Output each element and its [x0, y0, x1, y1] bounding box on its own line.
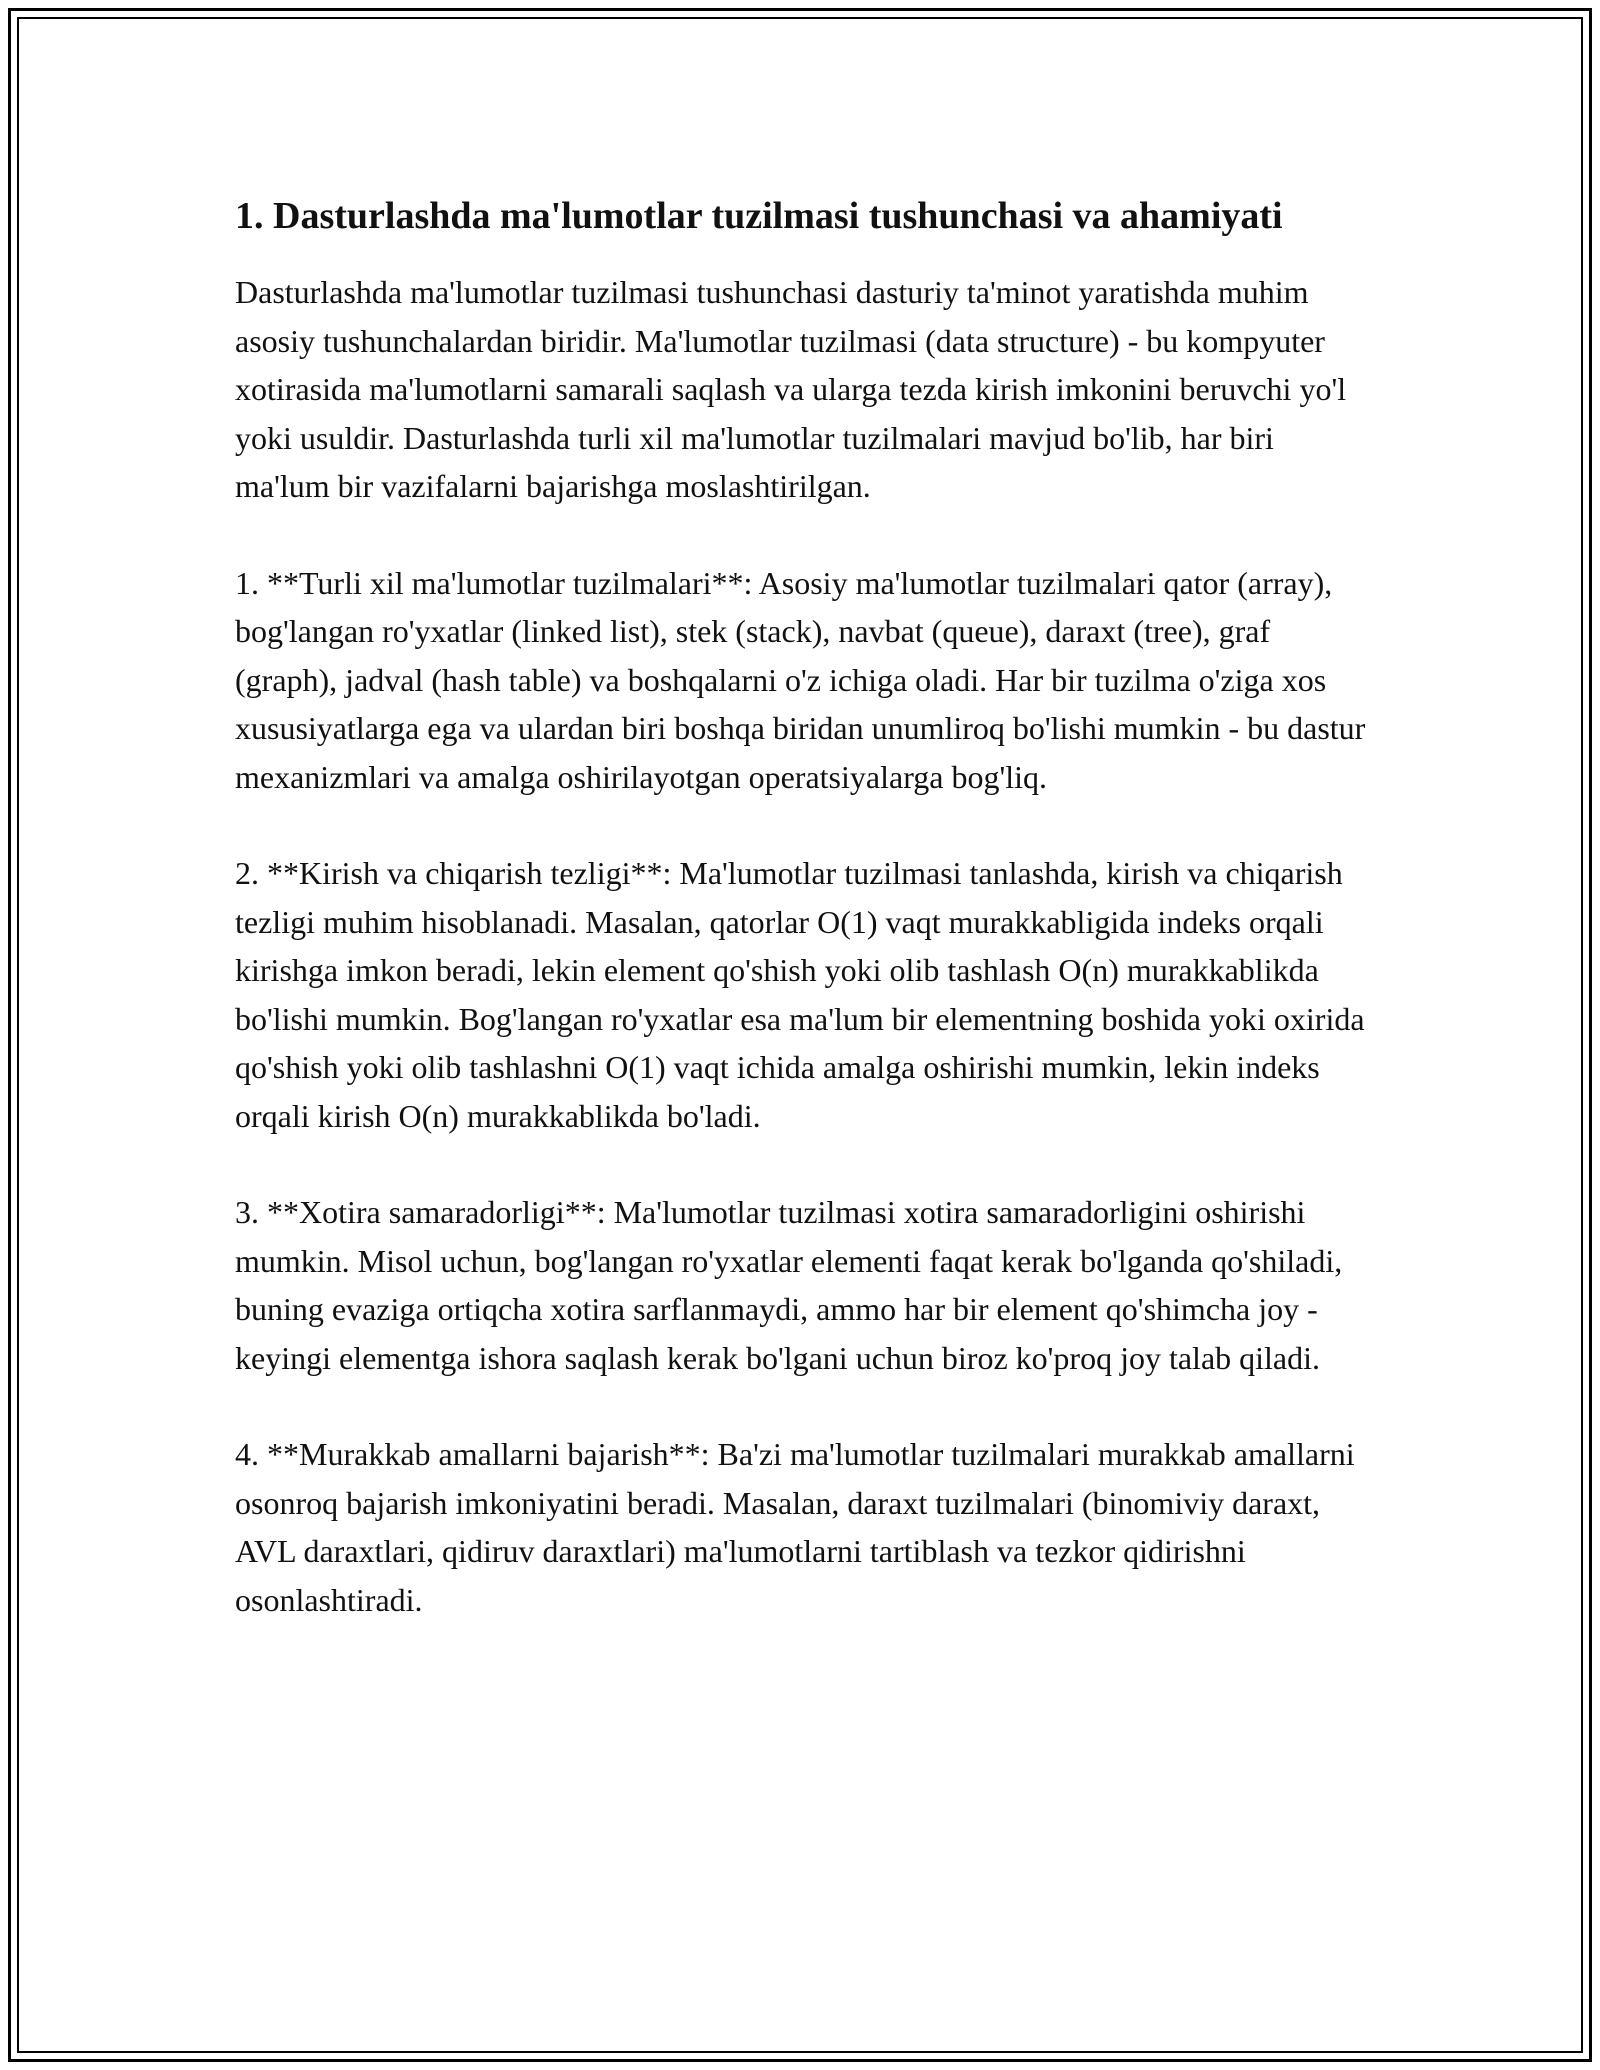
paragraph-memory-efficiency: 3. **Xotira samaradorligi**: Ma'lumotlar tuzilmasi xotira samaradorligini oshirishi mumkin. Misol uchun, bog'langan ro'yxatlar elementi faqat kerak bo'lganda qo'shiladi, buning evaziga ortiqcha xotira sarflanmaydi, ammo har bir element qo'shimcha joy - keyingi elementga ishora saqlash kerak bo'lgani uchun biroz ko'proq joy talab qiladi. — [235, 1194, 1343, 1376]
paragraph-data-structure-types: 1. **Turli xil ma'lumotlar tuzilmalari**: Asosiy ma'lumotlar tuzilmalari qator (array), bog'langan ro'yxatlar (linked list), stek (stack), navbat (queue), daraxt (tree), graf (graph), jadval (hash table) va boshqalarni o'z ichiga oladi. Har bir tuzilma o'ziga xos xususiyatlarga ega va ulardan biri boshqa biridan unumliroq bo'lishi mumkin - bu dastur mexanizmlari va amalga oshirilayotgan operatsiyalarga bog'liq. — [235, 564, 1366, 795]
paragraph-intro: Dasturlashda ma'lumotlar tuzilmasi tushunchasi dasturiy ta'minot yaratishda muhim asosiy tushunchalardan biridir. Ma'lumotlar tuzilmasi (data structure) - bu kompyuter xotirasida ma'lumotlarni samarali saqlash va ularga tezda kirish imkonini beruvchi yo'l yoki usuldir. Dasturlashda turli xil ma'lumotlar tuzilmalari mavjud bo'lib, har biri ma'lum bir vazifalarni bajarishga moslashtirilgan. — [235, 274, 1347, 504]
document-title: 1. Dasturlashda ma'lumotlar tuzilmasi tushunchasi va ahamiyati — [235, 195, 1283, 237]
paragraph-complex-operations: 4. **Murakkab amallarni bajarish**: Ba'zi ma'lumotlar tuzilmalari murakkab amallarni osonroq bajarish imkoniyatini beradi. Masalan, daraxt tuzilmalari (binomiviy daraxt, AVL daraxtlari, qidiruv daraxtlari) ma'lumotlarni tartiblash va tezkor qidirishni osonlashtiradi. — [235, 1436, 1355, 1618]
document-body — [235, 188, 1375, 1672]
paragraph-access-speed: 2. **Kirish va chiqarish tezligi**: Ma'lumotlar tuzilmasi tanlashda, kirish va chiqarish tezligi muhim hisoblanadi. Masalan, qatorlar O(1) vaqt murakkabligida indeks orqali kirishga imkon beradi, lekin element qo'shish yoki olib tashlash O(n) murakkablikda bo'lishi mumkin. Bog'langan ro'yxatlar esa ma'lum bir elementning boshida yoki oxirida qo'shish yoki olib tashlashni O(1) vaqt ichida amalga oshirishi mumkin, lekin indeks orqali kirish O(n) murakkablikda bo'ladi. — [235, 855, 1365, 1134]
